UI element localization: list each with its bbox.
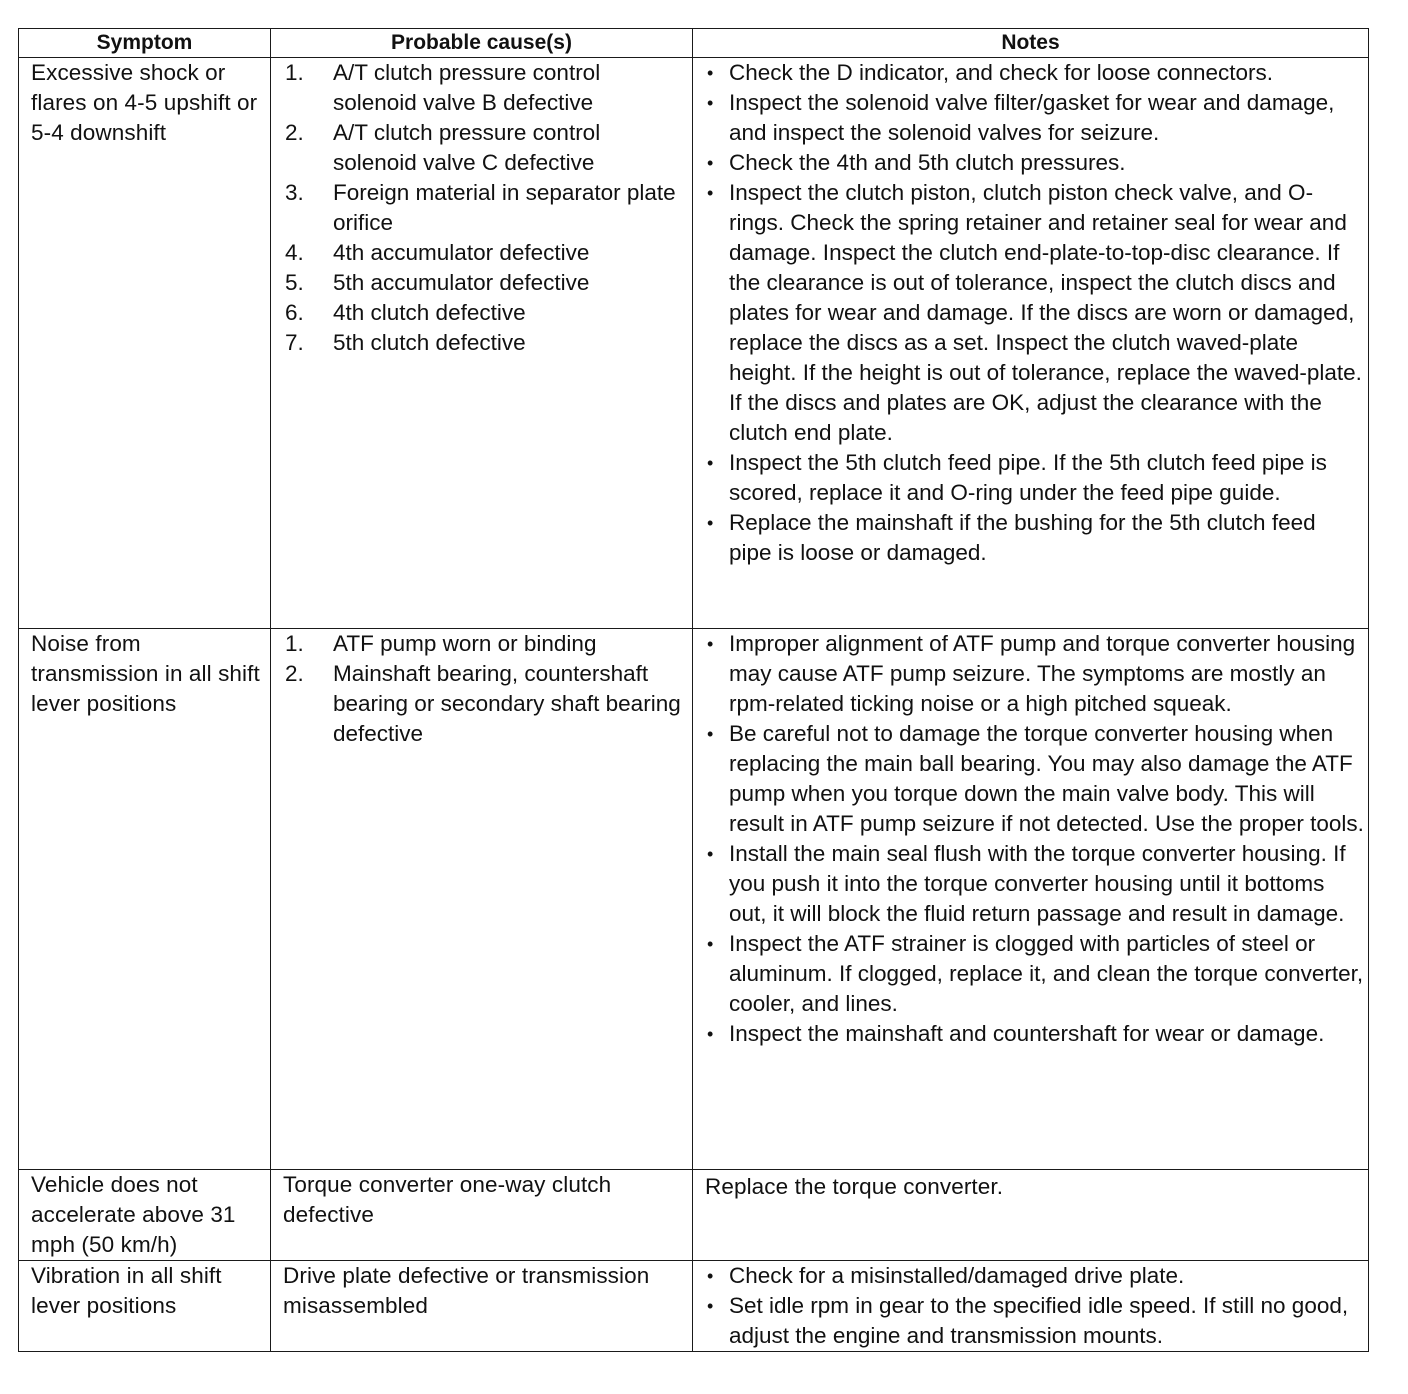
- header-row: [19, 29, 1369, 58]
- bullet-icon: •: [707, 1296, 714, 1316]
- table-row: [19, 1170, 1369, 1261]
- list-item: [707, 58, 1364, 88]
- cause-cell: [271, 1170, 693, 1261]
- list-item: [707, 178, 1364, 448]
- header-probable-causes: Probable cause(s): [271, 29, 693, 58]
- notes-list: [693, 629, 1368, 1049]
- cause-number: 4.: [285, 240, 304, 265]
- cause-text: A/T clutch pressure control solenoid valve B defective: [333, 60, 601, 115]
- symptom-text: Noise from transmission in all shift lever positions: [31, 631, 260, 716]
- note-text: Check the 4th and 5th clutch pressures.: [729, 150, 1126, 175]
- cause-number: 2.: [285, 661, 304, 686]
- list-item: [707, 148, 1364, 178]
- symptom-cell: [19, 1170, 271, 1261]
- cause-number: 1.: [285, 60, 304, 85]
- bullet-icon: •: [707, 934, 714, 954]
- header-notes: Notes: [693, 29, 1369, 58]
- bullet-icon: •: [707, 63, 714, 83]
- cause-text: Foreign material in separator plate orifice: [333, 180, 676, 235]
- list-item: [707, 629, 1364, 719]
- notes-list: [693, 58, 1368, 568]
- note-text: Set idle rpm in gear to the specified idle speed. If still no good, adjust the engine and transmission mounts.: [729, 1293, 1349, 1348]
- list-item: [707, 88, 1364, 148]
- list-item: [707, 508, 1364, 568]
- note-text: Check the D indicator, and check for loose connectors.: [729, 60, 1274, 85]
- notes-cell: [693, 1170, 1369, 1261]
- list-item: [285, 328, 686, 358]
- note-text: Install the main seal flush with the torque converter housing. If you push it into the torque converter housing until it bottoms out, it will block the fluid return passage and result in damage.: [729, 841, 1346, 926]
- list-item: [707, 1291, 1364, 1351]
- list-item: [707, 1019, 1364, 1049]
- notes-cell: [693, 58, 1369, 629]
- cause-list: [271, 58, 692, 358]
- note-text: Replace the mainshaft if the bushing for the 5th clutch feed pipe is loose or damaged.: [729, 510, 1316, 565]
- list-item: [285, 268, 686, 298]
- symptom-text: Excessive shock or flares on 4-5 upshift or 5-4 downshift: [31, 60, 258, 145]
- note-text: Inspect the mainshaft and countershaft for wear or damage.: [729, 1021, 1325, 1046]
- cause-text: 4th clutch defective: [333, 300, 526, 325]
- note-text: Inspect the ATF strainer is clogged with particles of steel or aluminum. If clogged, replace it, and clean the torque converter, cooler, and lines.: [729, 931, 1364, 1016]
- list-item: [285, 118, 686, 178]
- bullet-icon: •: [707, 724, 714, 744]
- table-row: [19, 58, 1369, 629]
- note-text: Improper alignment of ATF pump and torque converter housing may cause ATF pump seizure. The symptoms are mostly an rpm-related ticking noise or a high pitched squeak.: [729, 631, 1356, 716]
- cause-number: 6.: [285, 300, 304, 325]
- cause-text: 4th accumulator defective: [333, 240, 590, 265]
- troubleshooting-table: [18, 28, 1369, 1352]
- list-item: [707, 839, 1364, 929]
- cause-text: 5th clutch defective: [333, 330, 526, 355]
- symptom-text: Vehicle does not accelerate above 31 mph (50 km/h): [31, 1172, 236, 1257]
- bullet-icon: •: [707, 634, 714, 654]
- note-text: Inspect the clutch piston, clutch piston check valve, and O-rings. Check the spring retainer and retainer seal for wear and damage. Inspect the clutch end-plate-to-top-disc clearance. If the clearance is out of tolerance, inspect the clutch discs and plates for wear and damage. If the discs are worn or damaged, replace the discs as a set. Inspect the clutch waved-plate height. If the height is out of tolerance, replace the waved-plate. If the discs and plates are OK, adjust the clearance with the clutch end plate.: [729, 180, 1362, 445]
- cause-text: Torque converter one-way clutch defective: [283, 1172, 612, 1227]
- cause-text: ATF pump worn or binding: [333, 631, 597, 656]
- header-symptom: Symptom: [19, 29, 271, 58]
- list-item: [707, 719, 1364, 839]
- symptom-cell: [19, 1261, 271, 1352]
- cause-list: [271, 629, 692, 749]
- list-item: [285, 58, 686, 118]
- note-text: Inspect the solenoid valve filter/gasket for wear and damage, and inspect the solenoid valves for seizure.: [729, 90, 1335, 145]
- bullet-icon: •: [707, 513, 714, 533]
- list-item: [285, 629, 686, 659]
- cause-number: 5.: [285, 270, 304, 295]
- list-item: [285, 659, 686, 749]
- bullet-icon: •: [707, 453, 714, 473]
- cause-text: Drive plate defective or transmission misassembled: [283, 1263, 650, 1318]
- notes-list: [693, 1261, 1368, 1351]
- list-item: [285, 238, 686, 268]
- cause-text: A/T clutch pressure control solenoid valve C defective: [333, 120, 601, 175]
- cause-cell: [271, 58, 693, 629]
- list-item: [707, 1261, 1364, 1291]
- notes-cell: [693, 1261, 1369, 1352]
- cause-number: 2.: [285, 120, 304, 145]
- bullet-icon: •: [707, 844, 714, 864]
- bullet-icon: •: [707, 1024, 714, 1044]
- symptom-cell: [19, 58, 271, 629]
- cause-number: 7.: [285, 330, 304, 355]
- symptom-text: Vibration in all shift lever positions: [31, 1263, 222, 1318]
- note-text: Replace the torque converter.: [705, 1174, 1004, 1199]
- bullet-icon: •: [707, 93, 714, 113]
- table-row: [19, 1261, 1369, 1352]
- list-item: [285, 178, 686, 238]
- bullet-icon: •: [707, 1266, 714, 1286]
- symptom-cell: [19, 629, 271, 1170]
- list-item: [707, 448, 1364, 508]
- bullet-icon: •: [707, 183, 714, 203]
- notes-cell: [693, 629, 1369, 1170]
- note-text: Check for a misinstalled/damaged drive plate.: [729, 1263, 1185, 1288]
- cause-number: 3.: [285, 180, 304, 205]
- table-row: [19, 629, 1369, 1170]
- cause-cell: [271, 629, 693, 1170]
- cause-text: 5th accumulator defective: [333, 270, 590, 295]
- cause-number: 1.: [285, 631, 304, 656]
- list-item: [285, 298, 686, 328]
- note-text: Be careful not to damage the torque converter housing when replacing the main ball bearing. You may also damage the ATF pump when you torque down the main valve body. This will result in ATF pump seizure if not detected. Use the proper tools.: [729, 721, 1364, 836]
- list-item: [707, 929, 1364, 1019]
- cause-text: Mainshaft bearing, countershaft bearing or secondary shaft bearing defective: [333, 661, 681, 746]
- bullet-icon: •: [707, 153, 714, 173]
- note-text: Inspect the 5th clutch feed pipe. If the 5th clutch feed pipe is scored, replace it and O-ring under the feed pipe guide.: [729, 450, 1327, 505]
- cause-cell: [271, 1261, 693, 1352]
